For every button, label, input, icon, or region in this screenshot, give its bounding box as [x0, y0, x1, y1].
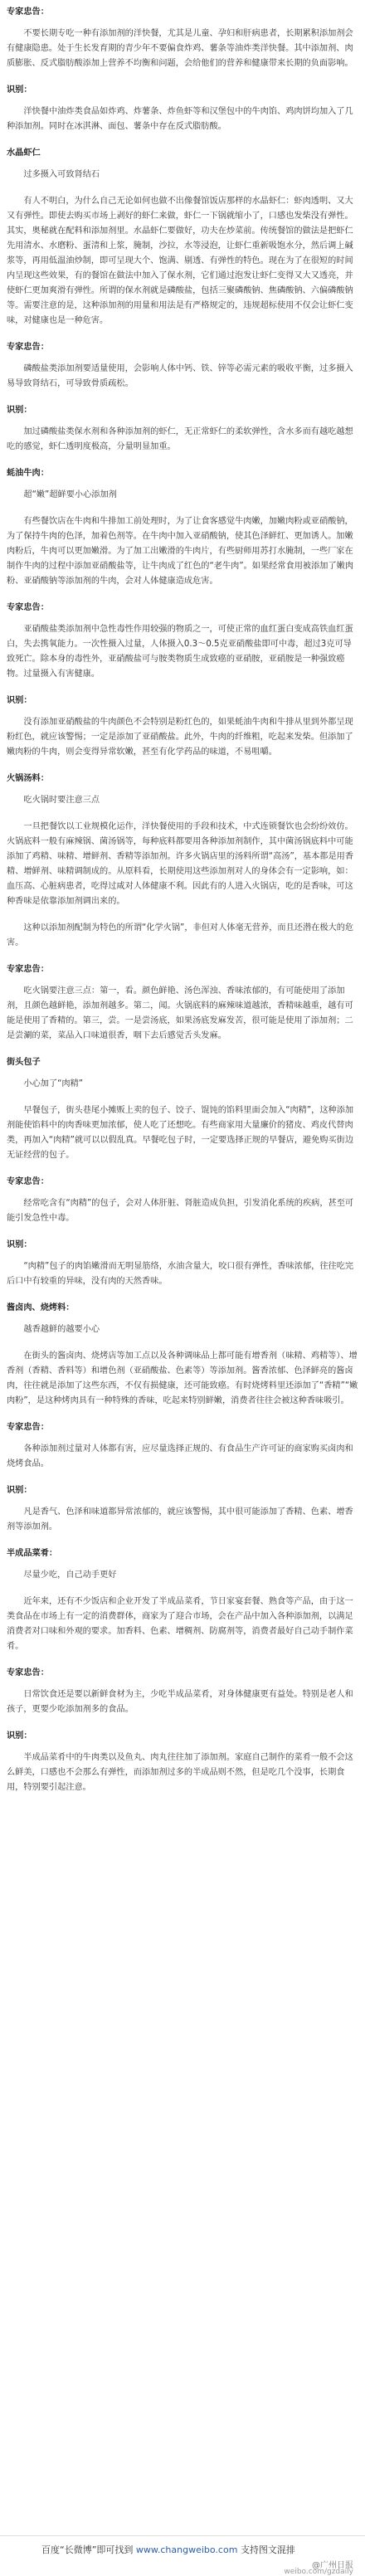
footer-bar: [0, 2535, 365, 2574]
section-heading: 专家忠告：: [7, 1668, 49, 1678]
section-heading: 识别：: [7, 696, 32, 705]
section-heading: 街头包子: [7, 1058, 41, 1067]
paragraph: 过多摄入可致肾结石: [23, 170, 100, 179]
section-heading: 专家忠告：: [7, 603, 49, 612]
section-heading: 识别：: [7, 406, 32, 415]
section-heading: 蚝油牛肉：: [7, 469, 49, 478]
paragraph: 超“嫩”超鲜要小心添加剂: [23, 490, 117, 499]
paragraph: 有人不明白，为什么自己无论如何也做不出像餐馆饭店那样的水晶虾仁：虾肉透明、又大又有弹性。即使去购买市场上剥好的虾仁来做，虾仁一下锅就缩小了，口感也发柴没有弹性。其实，奥秘就在配料和添加剂里。水晶虾仁要做好，功夫在炒菜前。传统餐馆的做法是把虾仁先用清水、水磨粉、蛋清和上浆，腌制，沙拉，水等浸泡，让虾仁重新吸饱水分，然后调上碱浆等，再用低温油炒制，即可呈现大个、饱满、剔透、有弹性的特色。现在为了在很短的时间内呈现这些效果，有的餐馆在做法中加入了保水剂，它们通过泡发让虾仁变得又大又透亮，并使虾仁更加爽滑有弹性。所谓的保水剂就是磷酸盐，包括三聚磷酸钠、焦磷酸钠、六偏磷酸钠等。需要注意的是，这种添加剂的用量和用法是有严格规定的，违规超标使用不仅会让虾仁变味，对健康也是一种危害。: [7, 197, 353, 325]
section-heading: 半成品菜肴：: [7, 1549, 58, 1558]
section-heading: 专家忠告：: [7, 965, 49, 974]
watermark-weibo-url: weibo.com/gzdaily: [284, 2568, 353, 2576]
paragraph: 有些餐饮店在牛肉和牛排加工前处理时，为了让食客感觉牛肉嫩，加嫩肉粉或亚硝酸钠，为了保持牛肉的色泽，加着色剂等。在牛肉中加入亚硝酸钠，使其色泽鲜红、更加诱人。加嫩肉粉后，牛肉可以更加嫩滑。为了加工出嫩滑的牛肉片，有些厨师用苏打水腌制，一些厂家在制作牛肉的过程中添加亚硝酸盐等，让牛肉成了红色的“老牛肉”。如果经常食用被添加了嫩肉粉、亚硝酸钠等添加剂的牛肉，会对人体健康造成危害。: [7, 517, 354, 586]
section-heading: 水晶虾仁: [7, 149, 41, 158]
paragraph: 凡是香气、色泽和味道都异常浓郁的，就应该警惕，其中很可能添加了香精、色素、增香剂等添加剂。: [7, 1507, 353, 1531]
paragraph: 磷酸盐类添加剂要适量使用，会影响人体中钙、铁、锌等必需元素的吸收平衡，过多摄入易导致肾结石，可导致骨质疏松。: [7, 364, 353, 388]
footer-promo: [41, 2543, 295, 2556]
paragraph: 早餐包子，街头巷尾小摊贩上卖的包子、饺子、馄饨的馅料里面会加入“肉精”，这种添加剂能使馅料中的肉香味更加浓郁，使人吃了还想吃。有些商家用大量廉价的猪皮、鸡皮代替肉类，再加入“肉精”就可以以假乱真。早餐吃包子时，一定要选择正规的早餐店，避免购买街边无证经营的包子。: [7, 1106, 354, 1160]
paragraph: 吃火锅要注意三点：第一，看。颜色鲜艳、汤色浑浊、香味浓郁的，有可能使用了添加剂，且颜色越鲜艳，添加剂越多。第二，闻。火锅底料的麻辣味道越浓，香精味越重，越有可能是使用了香精的。第三，尝。一是尝汤底，如果汤底发麻发苦，很可能是使用了添加剂；二是尝涮的菜，菜品入口味道很香，咽下去后感觉舌头发麻。: [7, 986, 353, 1040]
paragraph: 各种添加剂过量对人体都有害，应尽量选择正规的、有食品生产许可证的商家购买卤肉和烧烤食品。: [7, 1444, 353, 1468]
paragraph: 亚硝酸盐类添加剂中急性毒性作用较强的物质之一，可使正常的血红蛋白变成高铁血红蛋白，失去携氧能力。一次性摄入过量，人体摄入0.3～0.5克亚硝酸盐即可中毒，超过3克可导致死亡。除本身的毒性外，亚硝酸盐可与胺类物质生成致癌的亚硝胺，亚硝胺是一种强致癌物。过量摄入有害健康。: [7, 625, 353, 679]
paragraph: 洋快餐中油炸类食品如炸鸡、炸薯条、炸鱼虾等和汉堡包中的牛肉馅、鸡肉饼均加入了几种添加剂。同时在冰淇淋、面包、薯条中存在反式脂肪酸。: [7, 107, 353, 131]
paragraph: 这种以添加剂配制为特色的所谓“化学火锅”，非但对人体毫无营养，而且还潜在极大的危害。: [7, 923, 354, 947]
section-heading: 酱卤肉、烧烤料：: [7, 1303, 75, 1312]
section-heading: 识别：: [7, 1731, 32, 1741]
section-heading: 识别：: [7, 1240, 32, 1249]
paragraph: 加过磷酸盐类保水剂和各种添加剂的虾仁，无正常虾仁的柔软弹性，含水多而有越吃越想吃的感觉，虾仁透明度极高，分量明显加重。: [7, 427, 353, 451]
paragraph: 越香越鲜的越要小心: [23, 1325, 100, 1334]
section-heading: 专家忠告：: [7, 1177, 49, 1186]
article-body: [7, 5, 358, 1807]
paragraph: 吃火锅时要注意三点: [23, 796, 100, 805]
section-heading: 专家忠告：: [7, 7, 49, 17]
paragraph: 尽量少吃，自己动手更好: [23, 1570, 117, 1580]
section-heading: 专家忠告：: [7, 1423, 49, 1432]
paragraph: 不要长期专吃一种有添加剂的洋快餐，尤其是儿童、孕妇和肝病患者，长期累积添加剂会有健康隐患。处于生长发育期的青少年不要偏食炸鸡、薯条等油炸类洋快餐。其中添加剂、肉质膨胀、反式脂肪酸添加上营养不均衡和问题，会给他们的营养和健康带来长期的负面影响。: [7, 29, 353, 68]
paragraph: 小心加了“肉精”: [23, 1079, 84, 1088]
section-heading: 识别：: [7, 1486, 32, 1495]
footer-url-link[interactable]: www.changweibo.com: [135, 2544, 238, 2555]
section-heading: 识别：: [7, 85, 32, 95]
footer-prefix: 百度“长微博”即可找到: [41, 2544, 134, 2555]
paragraph: 没有添加亚硝酸盐的牛肉颜色不会特别是粉红色的，如果蚝油牛肉和牛排从里到外都呈现粉红色，就应该警惕；一定是添加了亚硝酸盐。此外，牛肉的纤维粗，吃起来发柴。但添加了嫩肉粉的牛肉，则会变得异常软嫩，甚至有化学药品的味道，不易咀嚼。: [7, 718, 353, 757]
section-heading: 专家忠告：: [7, 343, 49, 352]
paragraph: “肉精”包子的肉馅嫩滑而无明显筋络，水油含量大，咬口很有弹性，香味浓郁，往往吃完后口中有较重的异味，没有肉的天然香味。: [7, 1262, 354, 1286]
paragraph: 近年来，还有不少饭店和企业开发了半成品菜肴，节日家宴套餐、熟食等产品，由于这一类食品在市场上有一定的消费群体，商家为了迎合市场，会在产品中加入各种添加剂，以满足消费者对口味和外观的要求。加香料、色素、增稠剂、防腐剂等，消费者最好自己动手制作菜肴。: [7, 1597, 353, 1651]
paragraph: 一旦把餐饮以工业规模化运作，洋快餐使用的手段和技术，中式连锁餐饮也会纷纷效仿。火锅底料一般有麻辣锅、菌汤锅等，每种底料都要用各种添加剂制作，其中菌汤锅底料中可能添加了鸡精、味精、增鲜剂、香精等添加剂。许多火锅店里的汤料所谓“高汤”，基本都是用香精、增鲜剂、味精调制成的。从原料看，长期使用这些添加剂对人的身体会有一定影响，如：血压高、心脏病患者，吃得过咸对人体健康不利。因此有的人进入火锅店，吃的是香味，可这种香味是依靠添加剂调出来的。: [7, 822, 354, 906]
paragraph: 在街头的酱卤肉、烧烤店等加工点以及各种调味品上都可能有增香剂（味精、鸡精等）、增香剂（香精、香料等）和增色剂（亚硝酸盐、色素等）等添加剂。酱香浓郁、色泽鲜亮的酱卤肉，往往就是添加了这些东西，不仅有损健康，还可能致癌。有时烧烤料里还添加了“香精”“嫩肉粉”，是这种烤肉具有一种特殊的香味，吃起来特别鲜嫩，消费者往往会被这种香味吸引。: [7, 1351, 358, 1405]
section-heading: 火锅汤料：: [7, 774, 49, 783]
paragraph: 经常吃含有“肉精”的包子，会对人体肝脏、肾脏造成负担，引发消化系统的疾病，甚至可能引发急性中毒。: [7, 1199, 354, 1223]
footer-suffix: 支持图文混排: [240, 2544, 295, 2555]
watermark-account: @广州日报: [312, 2561, 353, 2570]
paragraph: 日常饮食还是要以新鲜食材为主，少吃半成品菜肴，对身体健康更有益处。特别是老人和孩子，更要少吃添加剂多的食品。: [7, 1690, 353, 1714]
paragraph: 半成品菜肴中的牛肉类以及鱼丸、肉丸往往加了添加剂。家庭自己制作的菜肴一般不会这么鲜美，口感也不会那么有弹性，而添加剂过多的半成品则不然，但是吃几个没事，长期食用，特别要引起注意。: [7, 1753, 353, 1792]
